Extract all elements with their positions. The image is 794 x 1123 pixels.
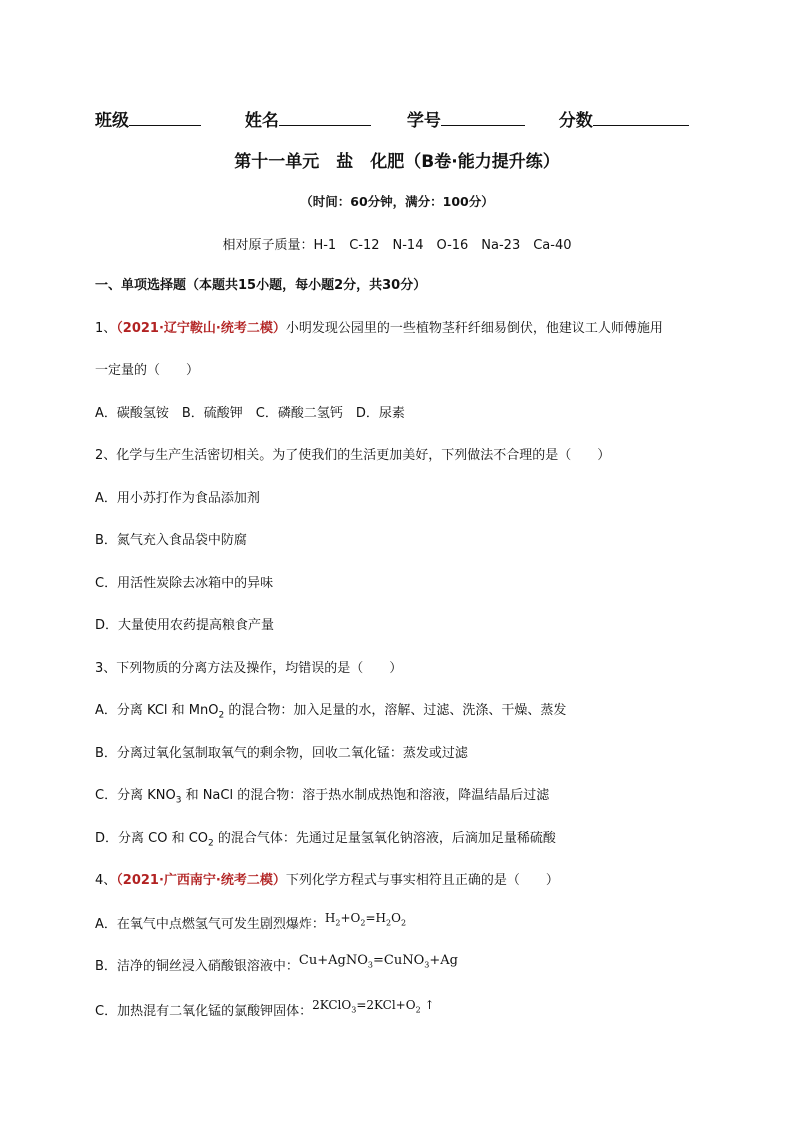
q2-option-d[interactable]: D．大量使用农药提高粮食产量: [95, 618, 275, 633]
q1-number: 1、: [95, 321, 117, 336]
q3-d-text-rest: 的混合气体：先通过足量氢氧化钠溶液，后滴加足量稀硫酸: [213, 831, 556, 846]
question-2: 2、化学与生产生活密切相关。为了使我们的生活更加美好，下列做法不合理的是（ ）: [95, 448, 611, 463]
q1-stem-cont: 一定量的（ ）: [95, 363, 200, 378]
class-label: 班级: [95, 111, 129, 131]
q3-c-text: C．分离 KNO: [95, 788, 176, 803]
question-3: 3、下列物质的分离方法及操作，均错误的是（ ）: [95, 661, 403, 676]
q4-a-text: A．在氧气中点燃氢气可发生剧烈爆炸：: [95, 917, 325, 932]
time-line: （时间：60分钟，满分：100分）: [300, 194, 494, 209]
q2-option-c[interactable]: C．用活性炭除去冰箱中的异味: [95, 576, 274, 591]
q4-option-c[interactable]: [95, 998, 435, 1025]
score-field[interactable]: [559, 106, 689, 131]
q3-c-subscript: 3: [175, 795, 182, 806]
name-label: 姓名: [244, 111, 279, 131]
q4-option-a[interactable]: [95, 911, 407, 938]
question-4: [95, 872, 559, 890]
q3-d-text: D．分离 CO 和 CO: [95, 831, 209, 846]
q4-option-b[interactable]: [95, 953, 458, 981]
id-field[interactable]: [407, 106, 525, 131]
id-label: 学号: [406, 111, 441, 131]
score-blank[interactable]: [593, 111, 689, 126]
class-field[interactable]: [95, 106, 201, 131]
q2-option-a[interactable]: A．用小苏打作为食品添加剂: [95, 491, 260, 506]
q3-option-d[interactable]: [95, 830, 556, 853]
q4-source: （2021·广西南宁·统考二模）: [116, 873, 286, 888]
q3-option-a[interactable]: [95, 702, 566, 725]
id-blank[interactable]: [441, 111, 525, 126]
q3-a-subscript: 2: [218, 710, 225, 721]
q1-source: （2021·辽宁鞍山·统考二模）: [116, 321, 286, 336]
q1-options[interactable]: A．碳酸氢铵 B．硫酸钾 C．磷酸二氢钙 D．尿素: [95, 406, 405, 421]
q1-stem: 小明发现公园里的一些植物茎秆纤细易倒伏，他建议工人师傅施用: [285, 321, 663, 336]
class-blank[interactable]: [129, 111, 201, 126]
name-field[interactable]: [245, 106, 371, 131]
q3-option-b[interactable]: B．分离过氧化氢制取氧气的剩余物，回收二氧化锰：蒸发或过滤: [95, 746, 468, 761]
q4-c-text: C．加热混有二氧化锰的氯酸钾固体：: [95, 1004, 313, 1019]
q3-c-text-rest: 和 NaCl 的混合物：溶于热水制成热饱和溶液，降温结晶后过滤: [181, 788, 550, 803]
q3-a-text: A．分离 KCl 和 MnO: [95, 703, 219, 718]
page-title: 第十一单元 盐 化肥（B卷·能力提升练）: [234, 152, 560, 172]
q3-d-subscript: 2: [208, 838, 214, 849]
q4-a-equation: $H_2+O_2=H_2O_2$: [324, 911, 407, 928]
q4-stem: 下列化学方程式与事实相符且正确的是（ ）: [285, 873, 559, 888]
q4-c-equation: $2KClO_3=2KCl+O_2$ ↑: [312, 998, 435, 1015]
q3-a-text-rest: 的混合物：加入足量的水，溶解、过滤、洗涤、干燥、蒸发: [224, 703, 567, 718]
q2-option-b[interactable]: B．氮气充入食品袋中防腐: [95, 533, 247, 548]
q4-number: 4、: [95, 873, 117, 888]
score-label: 分数: [558, 111, 593, 131]
q3-option-c[interactable]: [95, 787, 549, 810]
section-heading: 一、单项选择题（本题共15小题，每小题2分，共30分）: [95, 278, 427, 293]
student-info-row: [95, 106, 689, 131]
atomic-mass-line: 相对原子质量：H-1 C-12 N-14 O-16 Na-23 Ca-40: [222, 238, 572, 253]
question-1: [95, 320, 663, 338]
name-blank[interactable]: [279, 111, 371, 126]
q4-b-equation: Cu+AgNO$_3$=CuNO$_3$+Ag: [298, 953, 458, 970]
q4-b-text: B．洁净的铜丝浸入硝酸银溶液中：: [95, 959, 299, 974]
